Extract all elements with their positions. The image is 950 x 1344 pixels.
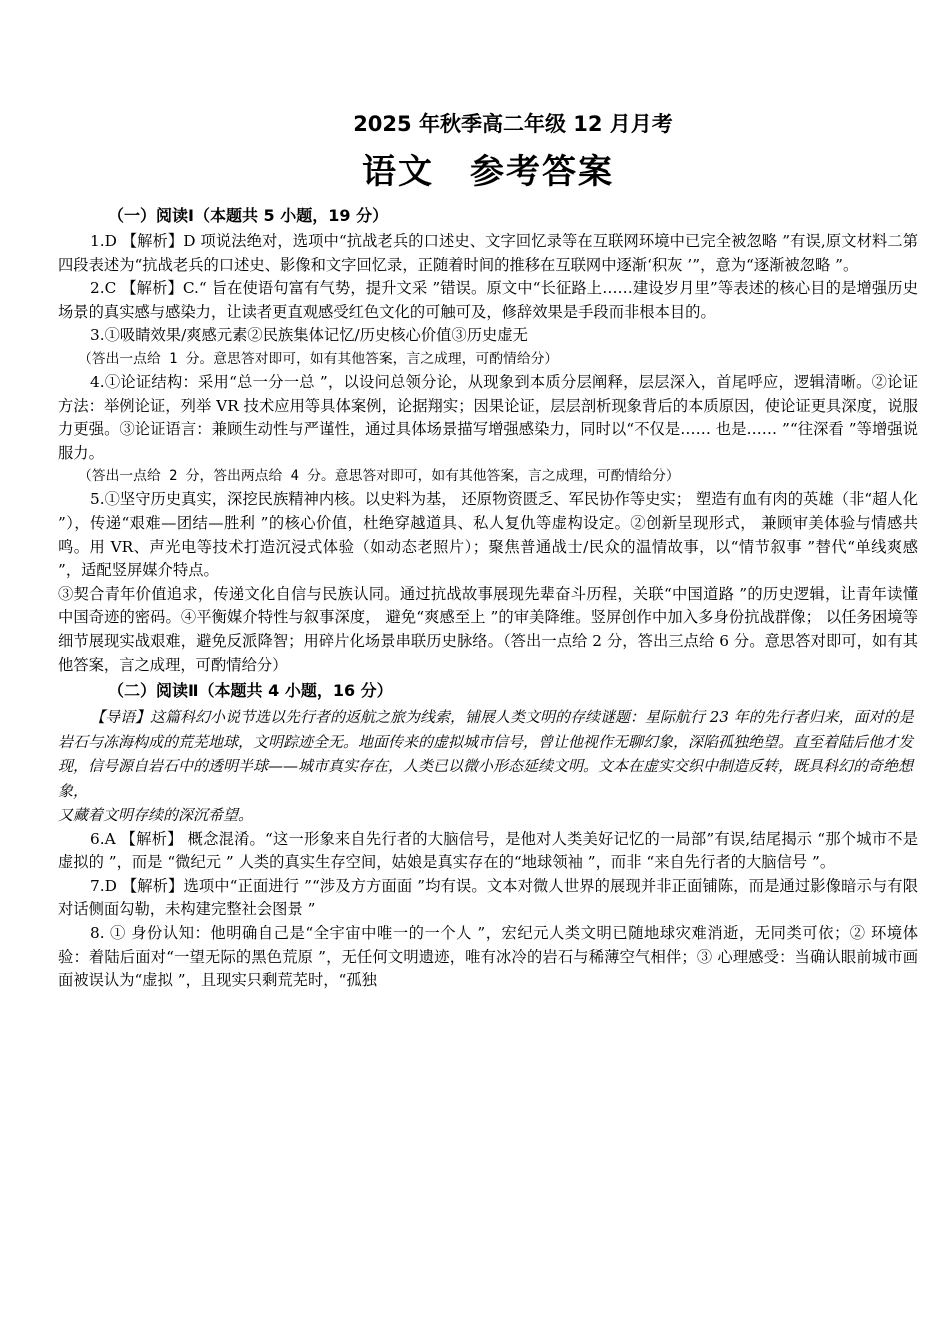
- section-1-heading: （一）阅读Ⅰ（本题共 5 小题，19 分）: [108, 206, 389, 225]
- page-title: 语文 参考答案: [362, 152, 614, 192]
- answer-q8: 8. ① 身份认知：他明确自己是“全宇宙中唯一的一个人 ”，宏纪元人类文明已随地球灾难消逝，无同类可依；② 环境体验：着陆后面对“一望无际的黑色荒原 ”，无任何文明遗迹，唯有冰冷的岩石与稀薄空气相伴；③ 心理感受：当确认眼前城市画面被误认为“虚拟 ”，且现实只剩荒芜时，“孤独: [58, 923, 918, 990]
- guide-intro-end: 又藏着文明存续的深沉希望。: [58, 806, 254, 825]
- answer-q2: 2.C 【解析】C.“ 旨在使语句富有气势，提升文采 ”错误。原文中“长征路上……建设岁月里”等表述的核心目的是增强历史场景的真实感与感染力，让读者更直观感受红色文化的可触可及，修辞效果是手段而非根本目的。: [58, 279, 918, 321]
- scoring-note-q4: （答出一点给 2 分，答出两点给 4 分。意思答对即可，如有其他答案，言之成理，可酌情给分）: [78, 468, 680, 485]
- answer-q3: 3.①吸睛效果/爽感元素②民族集体记忆/历史核心价值③历史虚无: [90, 326, 528, 345]
- answer-sheet: [58, 108, 918, 993]
- answer-q1: 1.D 【解析】D 项说法绝对，选项中“抗战老兵的口述史、文字回忆录等在互联网环境中已完全被忽略 ”有误,原文材料二第四段表述为“抗战老兵的口述史、影像和文字回忆录，正随着时间的推移在互联网中逐渐‘积灰 ’”，意为“逐渐被忽略 ”。: [58, 232, 918, 274]
- answer-q7: 7.D 【解析】选项中“正面进行 ”“涉及方方面面 ”均有误。文本对微人世界的展现并非正面铺陈，而是通过影像暗示与有限对话侧面勾勒，未构建完整社会图景 ”: [58, 876, 918, 919]
- answer-q4: 4.①论证结构：采用“总一分一总 ”，以设问总领分论，从现象到本质分层阐释，层层深入，首尾呼应，逻辑清晰。②论证方法：举例论证，列举 VR 技术应用等具体案例，论据翔实；因果论证，层层剖析现象背后的本质原因，使论证更具深度，说服力更强。③论证语言：兼顾生动性与严谨性，通过具体场景描写增强感染力，同时以“不仅是…… 也是…… ”“往深看 ”等增强说服力。: [58, 372, 918, 462]
- guide-intro: 【导语】这篇科幻小说节选以先行者的返航之旅为线索，铺展人类文明的存续谜题：星际航行 23 年的先行者归来，面对的是岩石与冻海构成的荒芜地球，文明踪迹全无。地面传来的虚拟城市信号，曾让他视作无聊幻象，深陷孤独绝望。直至着陆后他才发现，信号源自岩石中的透明半球——城市真实存在，人类已以微小形态延续文明。文本在虚实交织中制造反转，既具科幻的奇绝想象，: [58, 708, 914, 800]
- scoring-note-q3: （答出一点给 1 分。意思答对即可，如有其他答案，言之成理，可酌情给分）: [78, 350, 559, 367]
- answer-q6: 6.A 【解析】 概念混淆。“这一形象来自先行者的大脑信号，是他对人类美好记忆的一局部”有误,结尾揭示 “那个城市不是虚拟的 ”，而是 “微纪元 ” 人类的真实生存空间，姑娘是真实存在的“地球领袖 ”，而非 “来自先行者的大脑信号 ”。: [58, 829, 918, 872]
- exam-title: 2025 年秋季高二年级 12 月月考: [353, 112, 673, 136]
- section-2-heading: （二）阅读Ⅱ（本题共 4 小题，16 分）: [108, 681, 393, 701]
- answer-q5-part2: ③契合青年价值追求，传递文化自信与民族认同。通过抗战故事展现先辈奋斗历程，关联“中国道路 ”的历史逻辑，让青年读懂中国奇迹的密码。④平衡媒介特性与叙事深度， 避免“爽感至上 ”的审美降维。竖屏创作中加入多身份抗战群像； 以任务困境等细节展现实战艰难，避免反派降智；用碎片化场景串联历史脉络。（答出一点给 2 分，答出三点给 6 分。意思答对即可，如有其他答案，言之成理，可酌情给分）: [58, 584, 918, 674]
- answer-q5-part1: 5.①坚守历史真实，深挖民族精神内核。以史料为基， 还原物资匮乏、军民协作等史实； 塑造有血有肉的英雄（非“超人化 ”），传递“艰难—团结—胜利 ”的核心价值，杜绝穿越道具、私人复仇等虚构设定。②创新呈现形式， 兼顾审美体验与情感共鸣。用 VR、声光电等技术打造沉浸式体验（如动态老照片）；聚焦普通战士/民众的温情故事，以“情节叙事 ”替代“单线爽感 ”，适配竖屏媒介特点。: [58, 490, 918, 580]
